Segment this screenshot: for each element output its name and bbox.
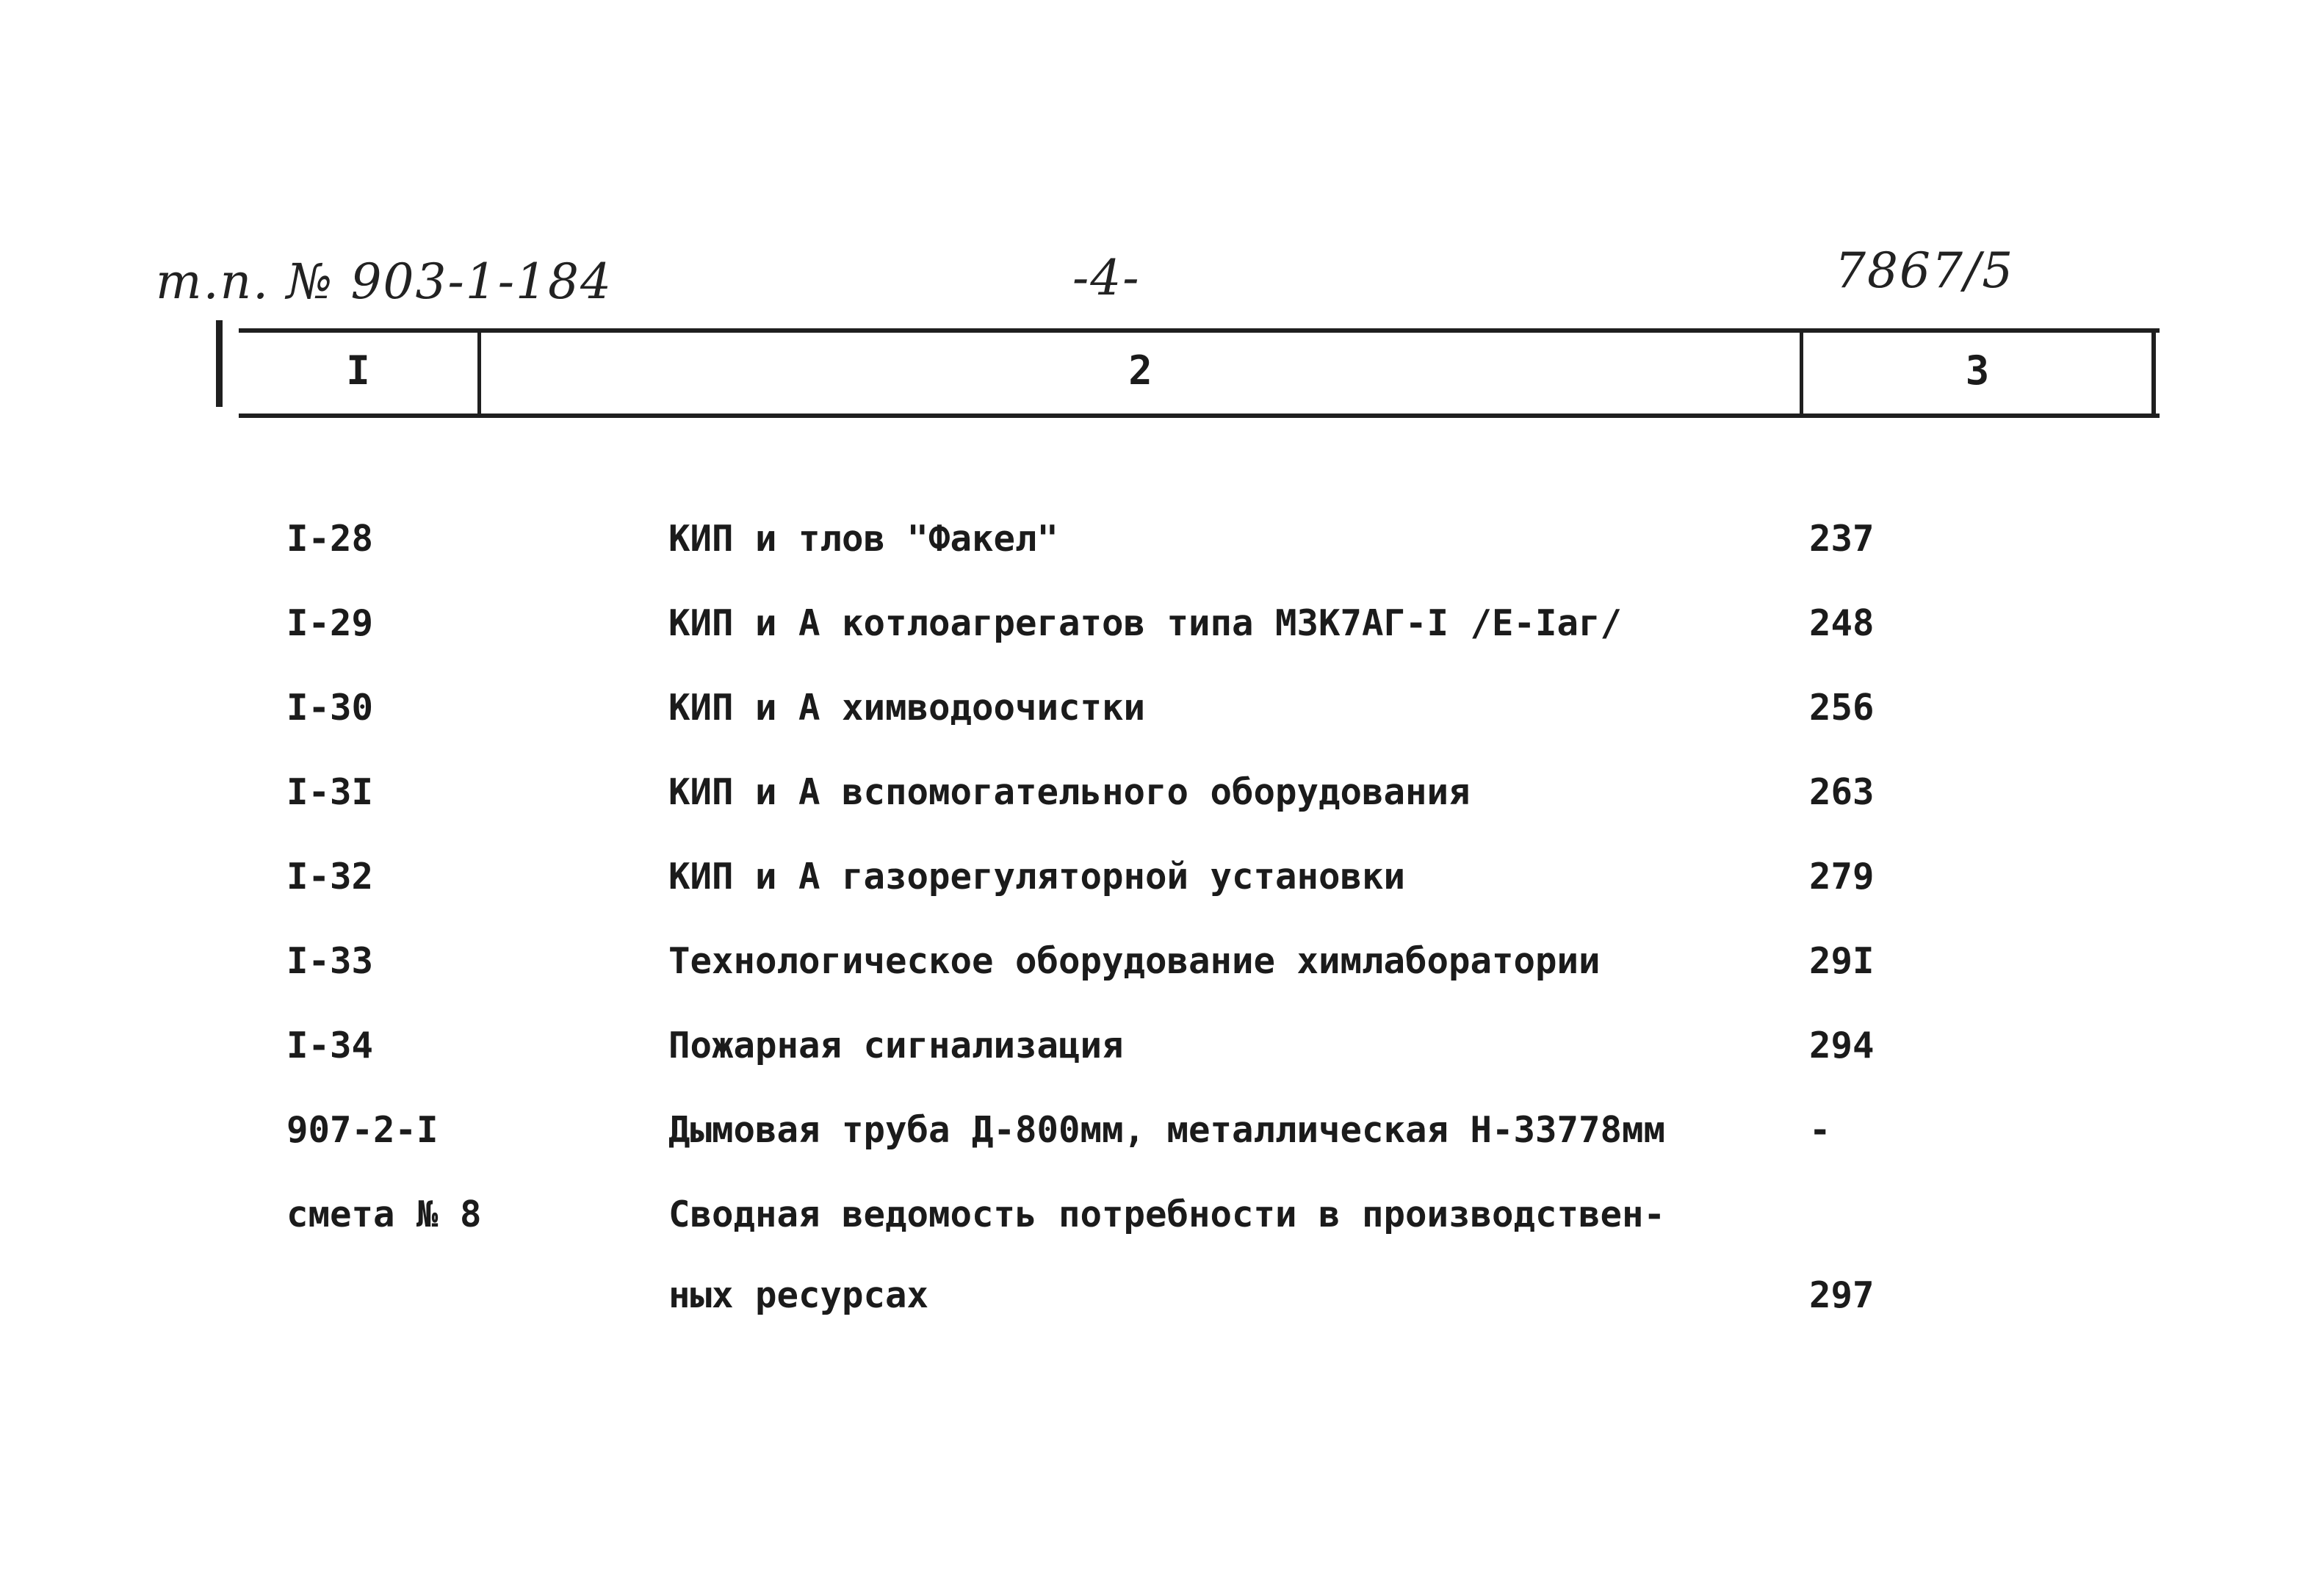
- item-description: Сводная ведомость потребности в производствен-: [668, 1194, 1666, 1235]
- item-code: I-33: [286, 940, 374, 982]
- item-code: I-29: [286, 602, 374, 644]
- item-page: -: [1809, 1109, 1831, 1151]
- column-header-3: 3: [1803, 333, 2156, 414]
- item-code: I-30: [286, 687, 374, 729]
- reference-number: 7867/5: [1835, 242, 2015, 299]
- contents-list: [0, 518, 2316, 1359]
- list-item: [0, 940, 2316, 1025]
- item-page: 279: [1809, 856, 1875, 898]
- item-description: Дымовая труба Д-800мм, металлическая Н-33778мм: [668, 1109, 1666, 1151]
- item-page: 237: [1809, 518, 1875, 560]
- document-number: т.п. № 903-1-184: [156, 253, 613, 310]
- item-page: 256: [1809, 687, 1875, 729]
- item-description: ных ресурсах: [668, 1274, 929, 1316]
- item-code: I-32: [286, 856, 374, 898]
- list-item: [0, 1274, 2316, 1359]
- list-item: [0, 687, 2316, 771]
- item-code: 907-2-I: [286, 1109, 439, 1151]
- column-header-2: 2: [481, 333, 1803, 414]
- item-page: 29I: [1809, 940, 1875, 982]
- item-description: КИП и А газорегуляторной установки: [668, 856, 1406, 898]
- item-page: 248: [1809, 602, 1875, 644]
- list-item: [0, 602, 2316, 687]
- item-code: I-28: [286, 518, 374, 560]
- item-page: 263: [1809, 771, 1875, 813]
- list-item: [0, 856, 2316, 940]
- table-left-rule: [216, 320, 223, 407]
- list-item: [0, 771, 2316, 856]
- item-description: Пожарная сигнализация: [668, 1025, 1124, 1066]
- column-header-1: I: [239, 333, 481, 414]
- list-item: [0, 1194, 2316, 1274]
- list-item: [0, 518, 2316, 602]
- column-header-row: [239, 328, 2160, 418]
- item-code: I-3I: [286, 771, 374, 813]
- page-number: -4-: [1072, 250, 1141, 306]
- item-description: КИП и А химводоочистки: [668, 687, 1146, 729]
- item-code: смета № 8: [286, 1194, 482, 1235]
- item-code: I-34: [286, 1025, 374, 1066]
- item-page: 297: [1809, 1274, 1875, 1316]
- item-description: КИП и А котлоагрегатов типа МЗК7АГ-I /Е-Iаг/: [668, 602, 1623, 644]
- list-item: [0, 1109, 2316, 1194]
- item-description: Технологическое оборудование химлаборатории: [668, 940, 1601, 982]
- item-description: КИП и А вспомогательного оборудования: [668, 771, 1471, 813]
- item-page: 294: [1809, 1025, 1875, 1066]
- list-item: [0, 1025, 2316, 1109]
- item-description: КИП и тлов "Факел": [668, 518, 1059, 560]
